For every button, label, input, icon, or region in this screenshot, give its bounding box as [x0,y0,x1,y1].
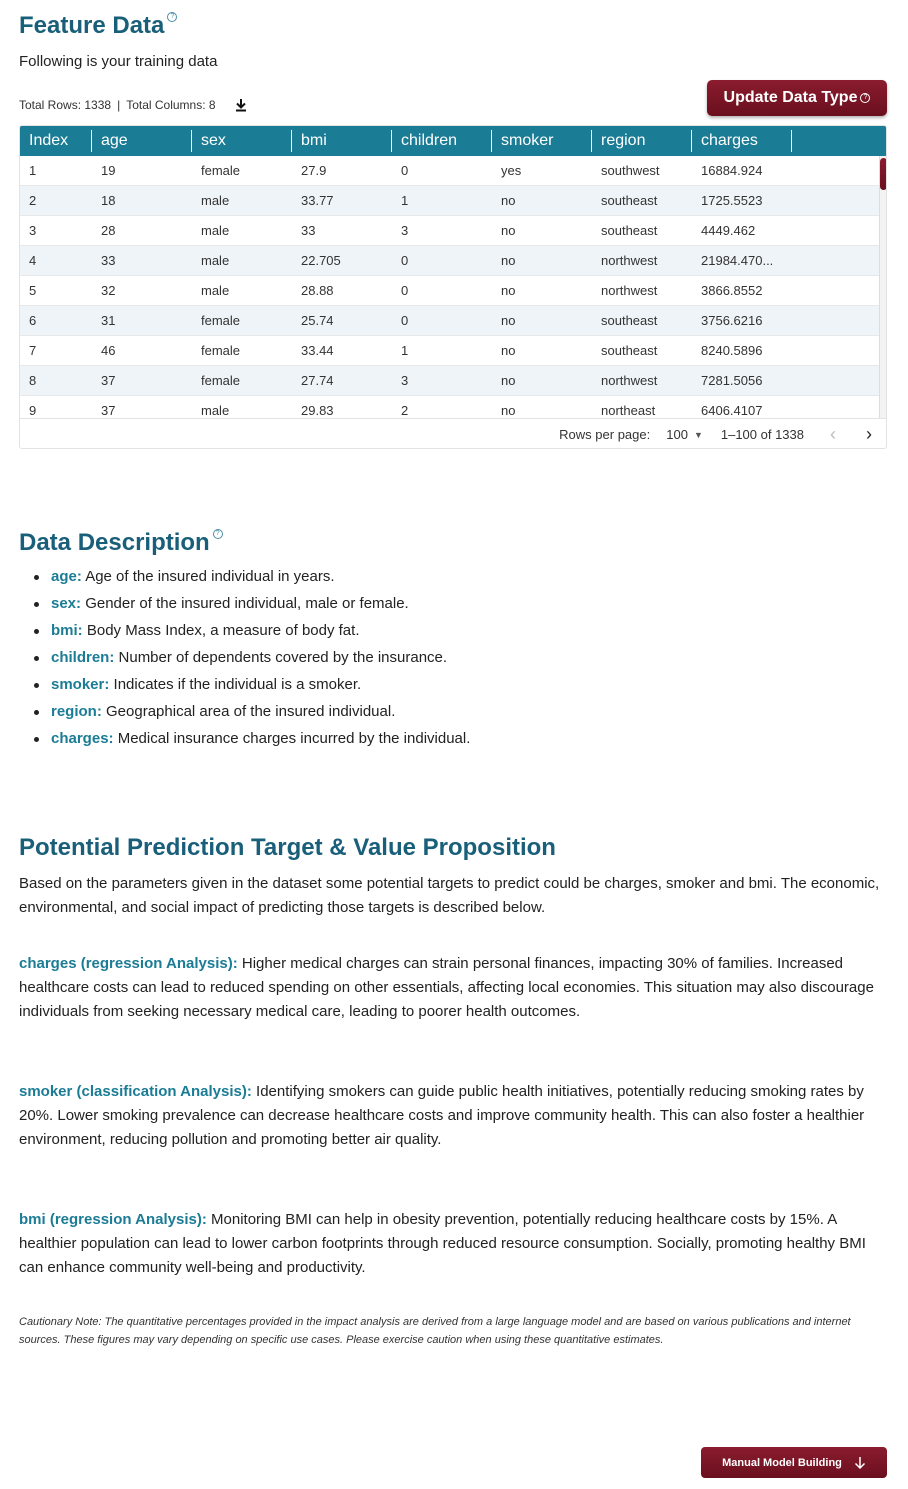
next-page-icon[interactable]: › [866,424,872,444]
target-smoker: smoker (classification Analysis): Identifying smokers can guide public health initiatives, potentially reducing smoking rates by 20%. Lower smoking prevalence can decrease healthcare costs and improve community health. This can also foster a healthier environment, reducing pollution and promoting better air quality. [19,1083,865,1148]
column-header-region[interactable]: region [592,130,692,152]
table-row[interactable] [20,246,880,276]
table-cell-index: 8 [29,373,37,388]
table-cell-sex: male [201,223,230,238]
table-cell-charges: 3866.8552 [701,283,763,298]
table-cell-children: 2 [401,403,409,418]
table-cell-region: southwest [601,163,660,178]
table-cell-bmi: 33.44 [301,343,334,358]
list-item: sex: Gender of the insured individual, male or female. [33,593,470,620]
table-cell-charges: 8240.5896 [701,343,763,358]
table-cell-children: 0 [401,253,409,268]
table-pagination [20,418,886,449]
list-item: age: Age of the insured individual in years. [33,566,470,593]
table-cell-smoker: no [501,403,516,418]
download-icon[interactable] [234,98,248,112]
table-cell-index: 5 [29,283,37,298]
table-cell-region: southeast [601,313,658,328]
table-cell-charges: 7281.5056 [701,373,763,388]
table-row[interactable] [20,366,880,396]
table-cell-region: southeast [601,193,658,208]
data-description-title: Data Description ? [19,529,223,557]
table-cell-children: 0 [401,163,409,178]
table-row[interactable] [20,306,880,336]
total-rows: Total Rows: 1338 [19,98,112,112]
table-cell-region: southeast [601,223,658,238]
table-cell-children: 1 [401,193,409,208]
total-columns: Total Columns: 8 [126,98,216,112]
table-cell-sex: male [201,253,230,268]
table-cell-bmi: 27.74 [301,373,334,388]
prediction-intro: Based on the parameters given in the dataset some potential targets to predict could be charges, smoker and bmi. The economic, environmental, and social impact of predicting those targets is described below. [19,875,880,916]
table-cell-index: 3 [29,223,37,238]
table-cell-charges: 6406.4107 [701,403,763,418]
column-header-charges[interactable]: charges [692,130,792,152]
table-cell-age: 32 [101,283,116,298]
pagination-range: 1–100 of 1338 [720,427,804,442]
update-data-type-button[interactable]: Update Data Type ? [707,80,887,116]
table-cell-children: 3 [401,223,409,238]
data-table [19,125,887,449]
table-cell-smoker: no [501,373,516,388]
column-header-children[interactable]: children [392,130,492,152]
table-cell-sex: female [201,163,241,178]
table-cell-smoker: yes [501,163,522,178]
table-cell-bmi: 28.88 [301,283,334,298]
table-cell-age: 33 [101,253,116,268]
help-icon[interactable]: ? [167,12,177,22]
table-row[interactable] [20,276,880,306]
table-scrollbar[interactable] [879,156,887,418]
stats-separator: | [117,98,121,112]
manual-model-building-button[interactable]: Manual Model Building [701,1447,887,1478]
target-bmi: bmi (regression Analysis): Monitoring BMI can help in obesity prevention, potentially reducing healthcare costs by 15%. A healthier population can lead to lower carbon footprints through reduced resource consumption. Socially, promoting healthy BMI can enhance community well-being and productivity. [19,1211,866,1276]
target-charges: charges (regression Analysis): Higher medical charges can strain personal finances, impacting 30% of families. Increased healthcare costs can lead to reduced spending on other essentials, affecting local economies. This situation may also discourage individuals from seeking necessary medical care, leading to poorer health outcomes. [19,955,874,1020]
scrollbar-thumb[interactable] [880,158,887,190]
table-row[interactable] [20,156,880,186]
table-cell-index: 9 [29,403,37,418]
table-cell-bmi: 33 [301,223,316,238]
help-icon[interactable]: ? [213,529,223,539]
list-item: charges: Medical insurance charges incurred by the individual. [33,728,470,755]
table-cell-children: 3 [401,373,409,388]
table-cell-children: 1 [401,343,409,358]
table-cell-bmi: 27.9 [301,163,327,178]
list-item: children: Number of dependents covered by the insurance. [33,647,470,674]
list-item: smoker: Indicates if the individual is a smoker. [33,674,470,701]
table-cell-children: 0 [401,313,409,328]
column-header-index[interactable]: Index [20,130,92,152]
rows-per-page-select[interactable]: 100 [666,427,688,442]
table-cell-region: northeast [601,403,656,418]
table-cell-region: northwest [601,373,658,388]
table-cell-smoker: no [501,343,516,358]
table-cell-bmi: 29.83 [301,403,334,418]
table-cell-sex: male [201,283,230,298]
help-icon: ? [860,93,870,103]
table-body[interactable] [20,156,880,418]
table-cell-sex: male [201,193,230,208]
table-cell-age: 28 [101,223,116,238]
table-row[interactable] [20,336,880,366]
cautionary-note: Cautionary Note: The quantitative percentages provided in the impact analysis are derived from a large language model and are based on various publications and internet sources. These figures may vary depending on specific use cases. Please exercise caution when using these quantitative estimates. [19,1316,851,1346]
table-cell-sex: female [201,343,241,358]
table-cell-charges: 1725.5523 [701,193,763,208]
table-cell-region: northwest [601,253,658,268]
table-cell-age: 37 [101,403,116,418]
table-cell-smoker: no [501,223,516,238]
table-cell-bmi: 25.74 [301,313,334,328]
table-cell-region: southeast [601,343,658,358]
column-header-smoker[interactable]: smoker [492,130,592,152]
table-cell-sex: female [201,373,241,388]
table-cell-sex: male [201,403,230,418]
table-cell-age: 19 [101,163,116,178]
column-header-bmi[interactable]: bmi [292,130,392,152]
column-header-sex[interactable]: sex [192,130,292,152]
table-cell-age: 37 [101,373,116,388]
table-stats [19,98,248,112]
table-cell-age: 18 [101,193,116,208]
table-cell-region: northwest [601,283,658,298]
table-row[interactable] [20,186,880,216]
column-header-age[interactable]: age [92,130,192,152]
feature-data-title: Feature Data ? [19,12,177,40]
data-description-list [33,566,470,755]
table-cell-children: 0 [401,283,409,298]
table-cell-index: 2 [29,193,37,208]
table-cell-charges: 21984.470... [701,253,774,268]
feature-data-subtitle: Following is your training data [19,53,218,70]
table-cell-sex: female [201,313,241,328]
table-cell-bmi: 22.705 [301,253,341,268]
table-cell-smoker: no [501,253,516,268]
arrow-down-icon [854,1456,866,1469]
table-cell-index: 1 [29,163,37,178]
table-cell-index: 7 [29,343,37,358]
list-item: bmi: Body Mass Index, a measure of body fat. [33,620,470,647]
table-header [20,126,886,156]
table-cell-index: 4 [29,253,37,268]
table-cell-age: 46 [101,343,116,358]
prediction-title: Potential Prediction Target & Value Proposition [19,834,556,861]
table-cell-charges: 3756.6216 [701,313,763,328]
table-cell-smoker: no [501,313,516,328]
table-cell-charges: 16884.924 [701,163,763,178]
list-item: region: Geographical area of the insured individual. [33,701,470,728]
table-cell-smoker: no [501,283,516,298]
table-cell-charges: 4449.462 [701,223,756,238]
table-cell-bmi: 33.77 [301,193,334,208]
previous-page-icon[interactable]: ‹ [830,424,836,444]
table-cell-smoker: no [501,193,516,208]
table-row[interactable] [20,216,880,246]
table-row[interactable] [20,396,880,418]
rows-per-page-label: Rows per page: [559,427,651,442]
chevron-down-icon[interactable]: ▼ [693,429,703,440]
table-cell-index: 6 [29,313,37,328]
table-cell-age: 31 [101,313,116,328]
